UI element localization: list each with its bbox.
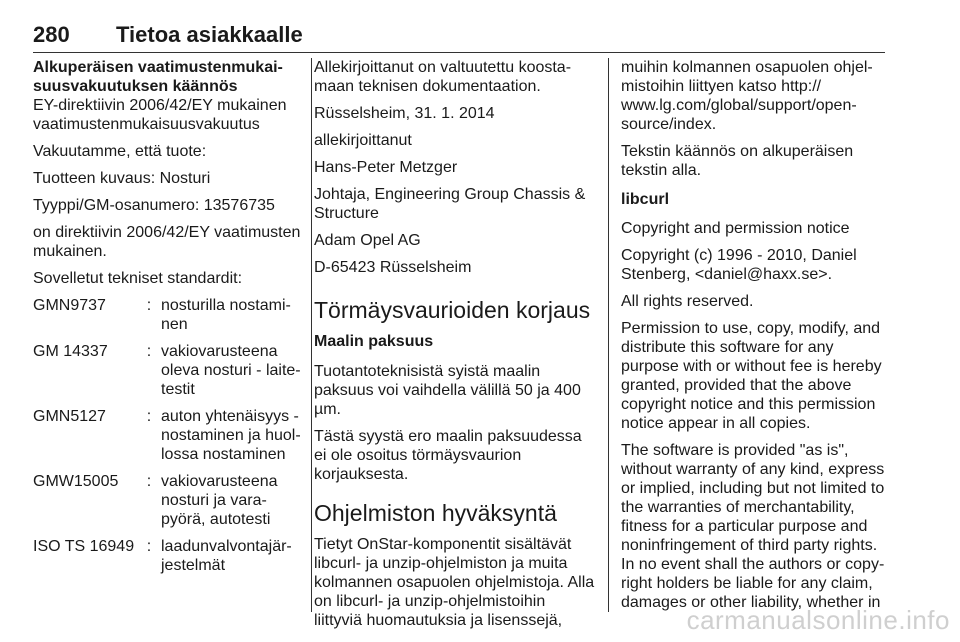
standard-description: laadunvalvontajärjestelmät xyxy=(161,538,292,574)
separator: : xyxy=(146,538,152,555)
watermark: carmanualsonline.info xyxy=(686,605,950,635)
paragraph: muihin kolmannen osapuolen ohjelmistoihin liittyen katso http:// www.lg.com/global/support/opensource/index. xyxy=(621,59,873,133)
column-divider-1 xyxy=(311,58,312,612)
separator: : xyxy=(146,343,152,360)
section-heading-declaration: Alkuperäisen vaatimustenmukaisuusvakuutuksen käännös xyxy=(33,59,283,95)
paragraph: D-65423 Rüsselsheim xyxy=(314,259,472,276)
paragraph: EY-direktiivin 2006/42/EY mukainen vaatimustenmukaisuusvakuutus xyxy=(33,97,287,133)
paragraph: Permission to use, copy, modify, and distribute this software for any purpose with or without fee is hereby granted, provided that the above copyright notice and this permission notice appear in all copies. xyxy=(621,320,882,432)
table-row xyxy=(33,407,305,472)
table-row xyxy=(33,472,305,537)
subheading-paint-thickness: Maalin paksuus xyxy=(314,333,434,350)
column-1 xyxy=(33,58,305,583)
page-title: Tietoa asiakkaalle xyxy=(116,22,303,47)
standard-code: GMW15005 xyxy=(33,473,119,490)
section-heading-software-acknowledgement: Ohjelmiston hyväksyntä xyxy=(314,500,557,526)
paragraph: Vakuutamme, että tuote: xyxy=(33,143,207,160)
separator: : xyxy=(146,473,152,490)
paragraph: Tuotteen kuvaus: Nosturi xyxy=(33,170,211,187)
standard-code: GMN9737 xyxy=(33,297,106,314)
column-3 xyxy=(621,58,893,620)
standard-code: GMN5127 xyxy=(33,408,106,425)
paragraph: Johtaja, Engineering Group Chassis & Structure xyxy=(314,186,586,222)
subheading-libcurl: libcurl xyxy=(621,191,670,208)
column-2 xyxy=(314,58,596,638)
page-header xyxy=(33,22,885,53)
standard-description: vakiovarusteena oleva nosturi - laitetestit xyxy=(161,343,301,398)
table-row xyxy=(33,537,305,583)
standard-description: auton yhtenäisyys - nostaminen ja huollossa nostaminen xyxy=(161,408,301,463)
paragraph: Tekstin käännös on alkuperäisen tekstin alla. xyxy=(621,143,854,179)
paragraph: allekirjoittanut xyxy=(314,132,412,149)
standards-table xyxy=(33,296,305,583)
paragraph: The software is provided "as is", without warranty of any kind, express or implied, including but not limited to the warranties of merchantability, fitness for a particular purpose and noninfringement of third party rights. In no event shall the authors or copyright holders be liable for any claim, damages or other liability, whether in xyxy=(621,442,885,611)
table-row xyxy=(33,342,305,407)
paragraph: Tästä syystä ero maalin paksuudessa ei ole osoitus törmäysvaurion korjauksesta. xyxy=(314,428,582,483)
paragraph: Copyright (c) 1996 - 2010, Daniel Stenberg, <daniel@haxx.se>. xyxy=(621,247,857,283)
standard-code: GM 14337 xyxy=(33,343,108,360)
paragraph: Sovelletut tekniset standardit: xyxy=(33,270,243,287)
paragraph: Tietyt OnStar-komponentit sisältävät libcurl- ja unzip-ohjelmiston ja muita kolmannen osapuolen ohjelmistoja. Alla on libcurl- ja unzip-ohjelmistoihin liittyviä huomautuksia ja lisenssejä, xyxy=(314,536,595,629)
separator: : xyxy=(146,408,152,425)
paragraph: Hans-Peter Metzger xyxy=(314,159,458,176)
column-divider-2 xyxy=(608,58,609,612)
paragraph: Tuotantoteknisistä syistä maalin paksuus voi vaihdella välillä 50 ja 400 µm. xyxy=(314,363,581,418)
table-row xyxy=(33,296,305,342)
page-number: 280 xyxy=(33,22,70,47)
paragraph: Allekirjoittanut on valtuutettu koostamaan teknisen dokumentaation. xyxy=(314,59,572,95)
paragraph: All rights reserved. xyxy=(621,293,754,310)
standard-description: nosturilla nostaminen xyxy=(161,297,291,333)
separator: : xyxy=(146,297,152,314)
standard-description: vakiovarusteena nosturi ja varapyörä, autotesti xyxy=(161,473,278,528)
paragraph: Rüsselsheim, 31. 1. 2014 xyxy=(314,105,495,122)
standard-code: ISO TS 16949 xyxy=(33,538,135,555)
paragraph: on direktiivin 2006/42/EY vaatimusten mukainen. xyxy=(33,224,301,260)
section-heading-collision-repair: Törmäysvaurioiden korjaus xyxy=(314,297,591,323)
paragraph: Tyyppi/GM-osanumero: 13576735 xyxy=(33,197,275,214)
paragraph: Adam Opel AG xyxy=(314,232,421,249)
paragraph: Copyright and permission notice xyxy=(621,220,850,237)
